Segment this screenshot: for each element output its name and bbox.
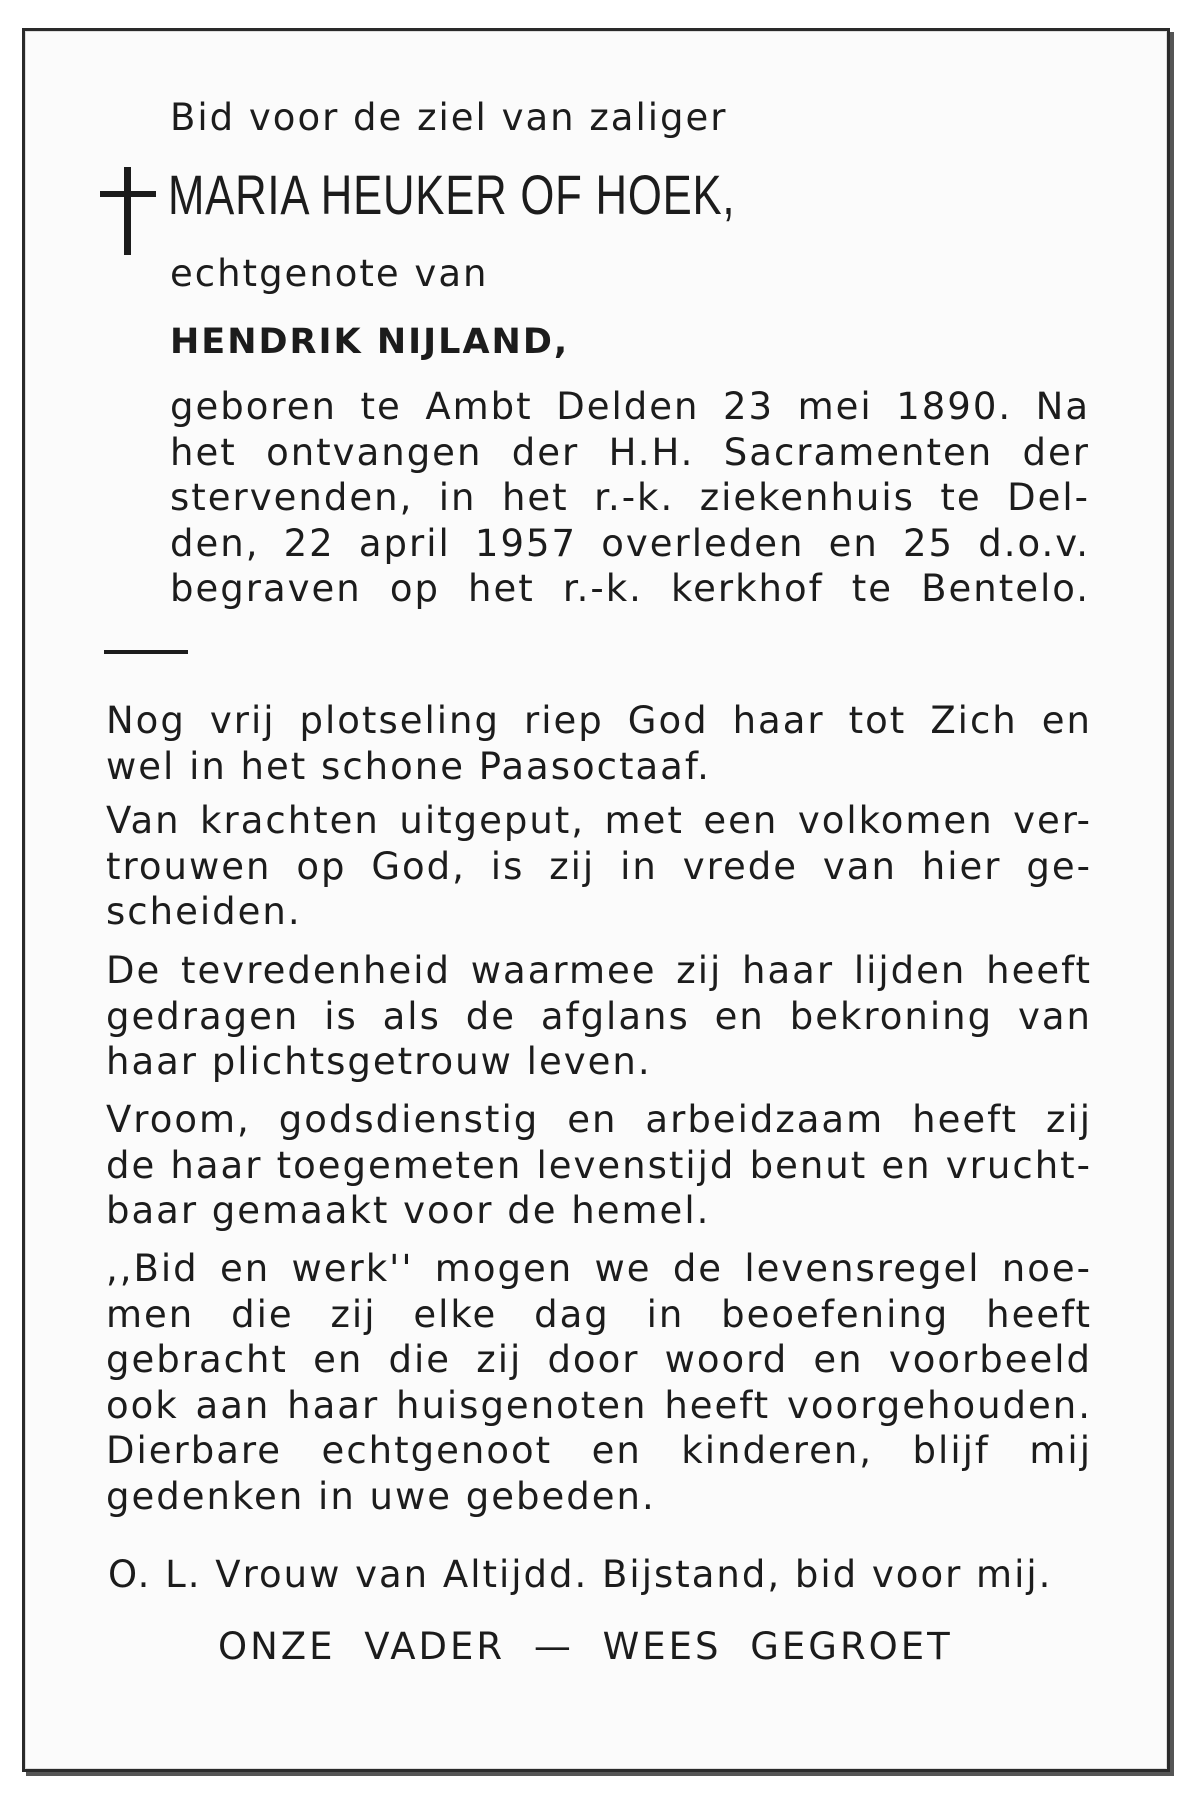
- spouse-label: echtgenote van: [170, 252, 489, 295]
- text-line: gedragen is als de afglans en bekroning van: [106, 994, 1092, 1038]
- bio-line: stervenden, in het r.-k. ziekenhuis te Del-: [170, 476, 1090, 519]
- text-line: Vroom, godsdienstig en arbeidzaam heeft zij: [106, 1098, 1092, 1141]
- text-line: baar gemaakt voor de hemel.: [106, 1189, 711, 1232]
- paragraph-2: [106, 798, 1092, 935]
- text-line: Nog vrij plotseling riep God haar tot Zich en: [106, 699, 1092, 742]
- text-line: Van krachten uitgeput, met een volkomen ver-: [106, 799, 1092, 842]
- text-line: men die zij elke dag in beoefening heeft: [106, 1292, 1092, 1336]
- bio-line: begraven op het r.-k. kerkhof te Bentelo.: [170, 567, 1090, 610]
- spouse-name: HENDRIK NIJLAND,: [170, 322, 570, 362]
- text-line: ook aan haar huisgenoten heeft voorgehouden.: [106, 1383, 1092, 1427]
- cross-icon: [100, 167, 156, 255]
- text-line: scheiden.: [106, 890, 302, 933]
- biography: [170, 384, 1090, 612]
- bio-line: den, 22 april 1957 overleden en 25 d.o.v.: [170, 521, 1090, 565]
- paragraph-3: [106, 948, 1092, 1085]
- intro-text: Bid voor de ziel van zaliger: [170, 96, 728, 139]
- text-line: De tevredenheid waarmee zij haar lijden heeft: [106, 949, 1092, 992]
- paragraph-4: [106, 1097, 1092, 1234]
- text-line: wel in het schone Paasoctaaf.: [106, 744, 711, 788]
- text-line: de haar toegemeten levenstijd benut en vrucht-: [106, 1143, 1092, 1187]
- text-line: ,,Bid en werk'' mogen we de levensregel noe-: [106, 1247, 1092, 1290]
- deceased-name: MARIA HEUKER OF HOEK,: [168, 163, 736, 226]
- text-line: haar plichtsgetrouw leven.: [106, 1040, 652, 1083]
- paragraph-1: [106, 698, 1092, 789]
- divider: [104, 650, 188, 654]
- bio-line: het ontvangen der H.H. Sacramenten der: [170, 430, 1090, 474]
- text-line: trouwen op God, is zij in vrede van hier ge-: [106, 844, 1092, 888]
- prayer-line: O. L. Vrouw van Altijdd. Bijstand, bid voor mij.: [108, 1553, 1053, 1596]
- closing-prayers: ONZE VADER — WEES GEGROET: [218, 1625, 953, 1668]
- paragraph-5: [106, 1246, 1092, 1519]
- bio-line: geboren te Ambt Delden 23 mei 1890. Na: [170, 385, 1090, 428]
- text-line: gedenken in uwe gebeden.: [106, 1474, 656, 1518]
- text-line: gebracht en die zij door woord en voorbeeld: [106, 1338, 1092, 1381]
- text-line: Dierbare echtgenoot en kinderen, blijf mij: [106, 1429, 1092, 1472]
